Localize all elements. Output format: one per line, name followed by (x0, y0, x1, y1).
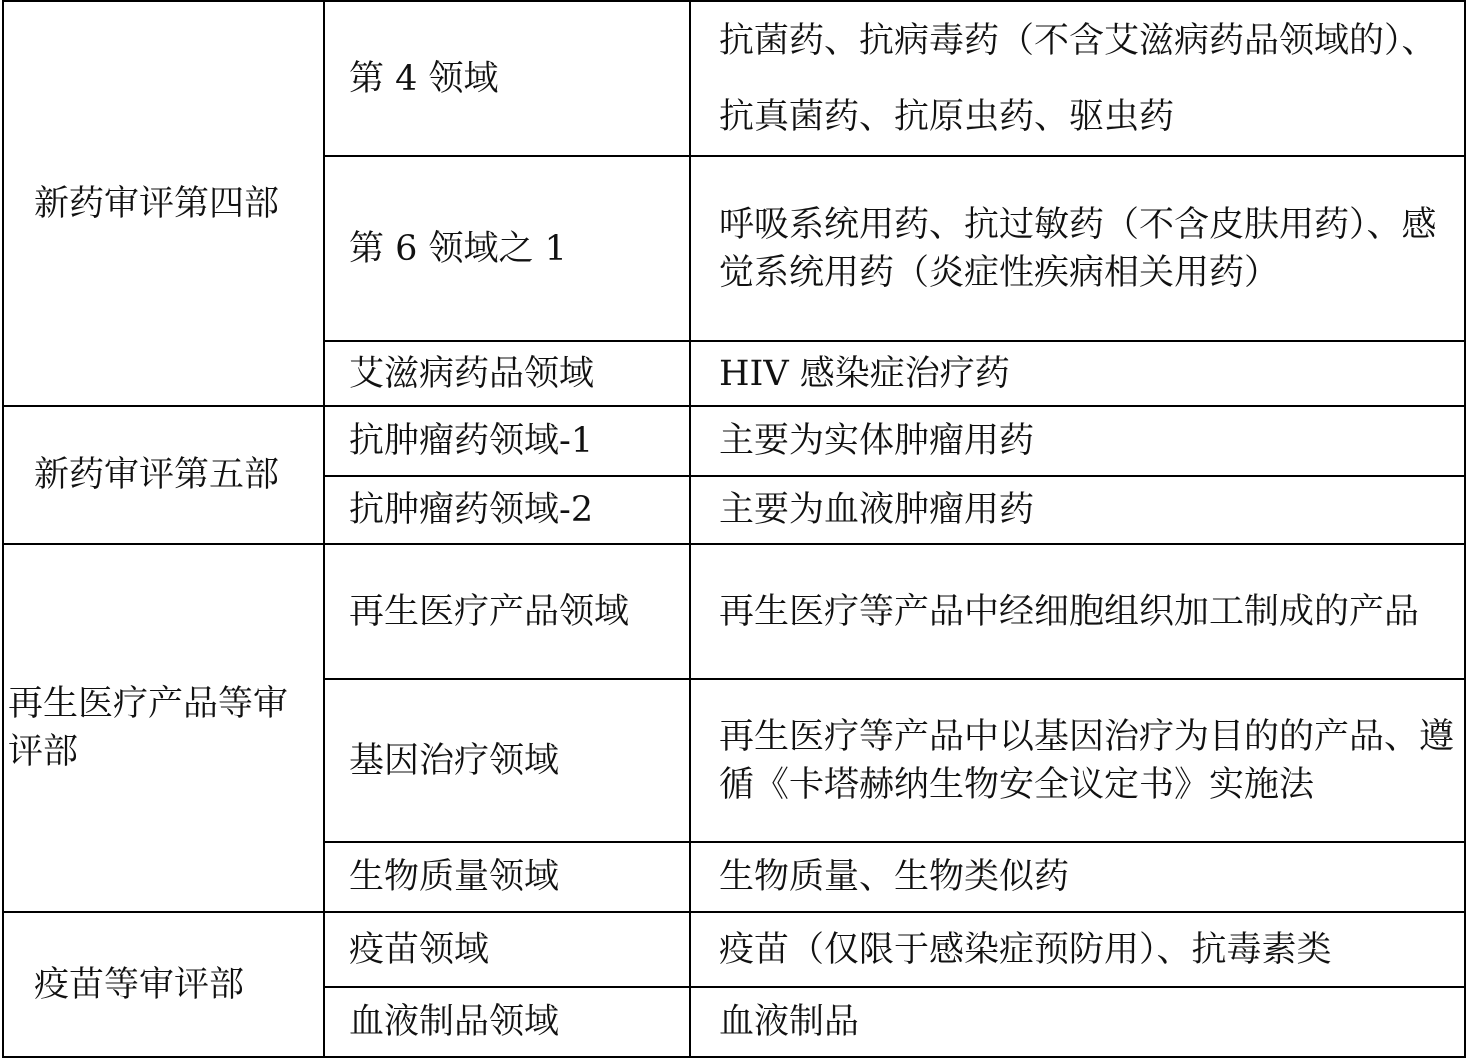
field-cell: 疫苗领域 (324, 912, 690, 987)
department-cell: 疫苗等审评部 (3, 912, 324, 1057)
scope-cell: 抗菌药、抗病毒药（不含艾滋病药品领域的）、抗真菌药、抗原虫药、驱虫药 (690, 1, 1465, 156)
scope-cell: HIV 感染症治疗药 (690, 341, 1465, 406)
field-cell: 第 6 领域之 1 (324, 156, 690, 341)
scope-cell: 主要为血液肿瘤用药 (690, 476, 1465, 544)
field-cell: 生物质量领域 (324, 842, 690, 912)
scope-cell: 疫苗（仅限于感染症预防用）、抗毒素类 (690, 912, 1465, 987)
scope-cell: 血液制品 (690, 987, 1465, 1057)
scope-cell: 呼吸系统用药、抗过敏药（不含皮肤用药）、感觉系统用药（炎症性疾病相关用药） (690, 156, 1465, 341)
scope-cell: 主要为实体肿瘤用药 (690, 406, 1465, 476)
department-cell: 新药审评第四部 (3, 1, 324, 406)
department-cell: 再生医疗产品等审评部 (3, 544, 324, 912)
table-row (3, 406, 1465, 476)
field-cell: 再生医疗产品领域 (324, 544, 690, 679)
table-row (3, 1, 1465, 156)
table-row (3, 912, 1465, 987)
field-cell: 艾滋病药品领域 (324, 341, 690, 406)
scope-cell: 生物质量、生物类似药 (690, 842, 1465, 912)
field-cell: 第 4 领域 (324, 1, 690, 156)
field-cell: 基因治疗领域 (324, 679, 690, 842)
scope-cell: 再生医疗等产品中以基因治疗为目的的产品、遵循《卡塔赫纳生物安全议定书》实施法 (690, 679, 1465, 842)
department-cell: 新药审评第五部 (3, 406, 324, 544)
scope-cell: 再生医疗等产品中经细胞组织加工制成的产品 (690, 544, 1465, 679)
field-cell: 抗肿瘤药领域-2 (324, 476, 690, 544)
table-row (3, 544, 1465, 679)
field-cell: 血液制品领域 (324, 987, 690, 1057)
review-division-table (2, 0, 1466, 1058)
field-cell: 抗肿瘤药领域-1 (324, 406, 690, 476)
